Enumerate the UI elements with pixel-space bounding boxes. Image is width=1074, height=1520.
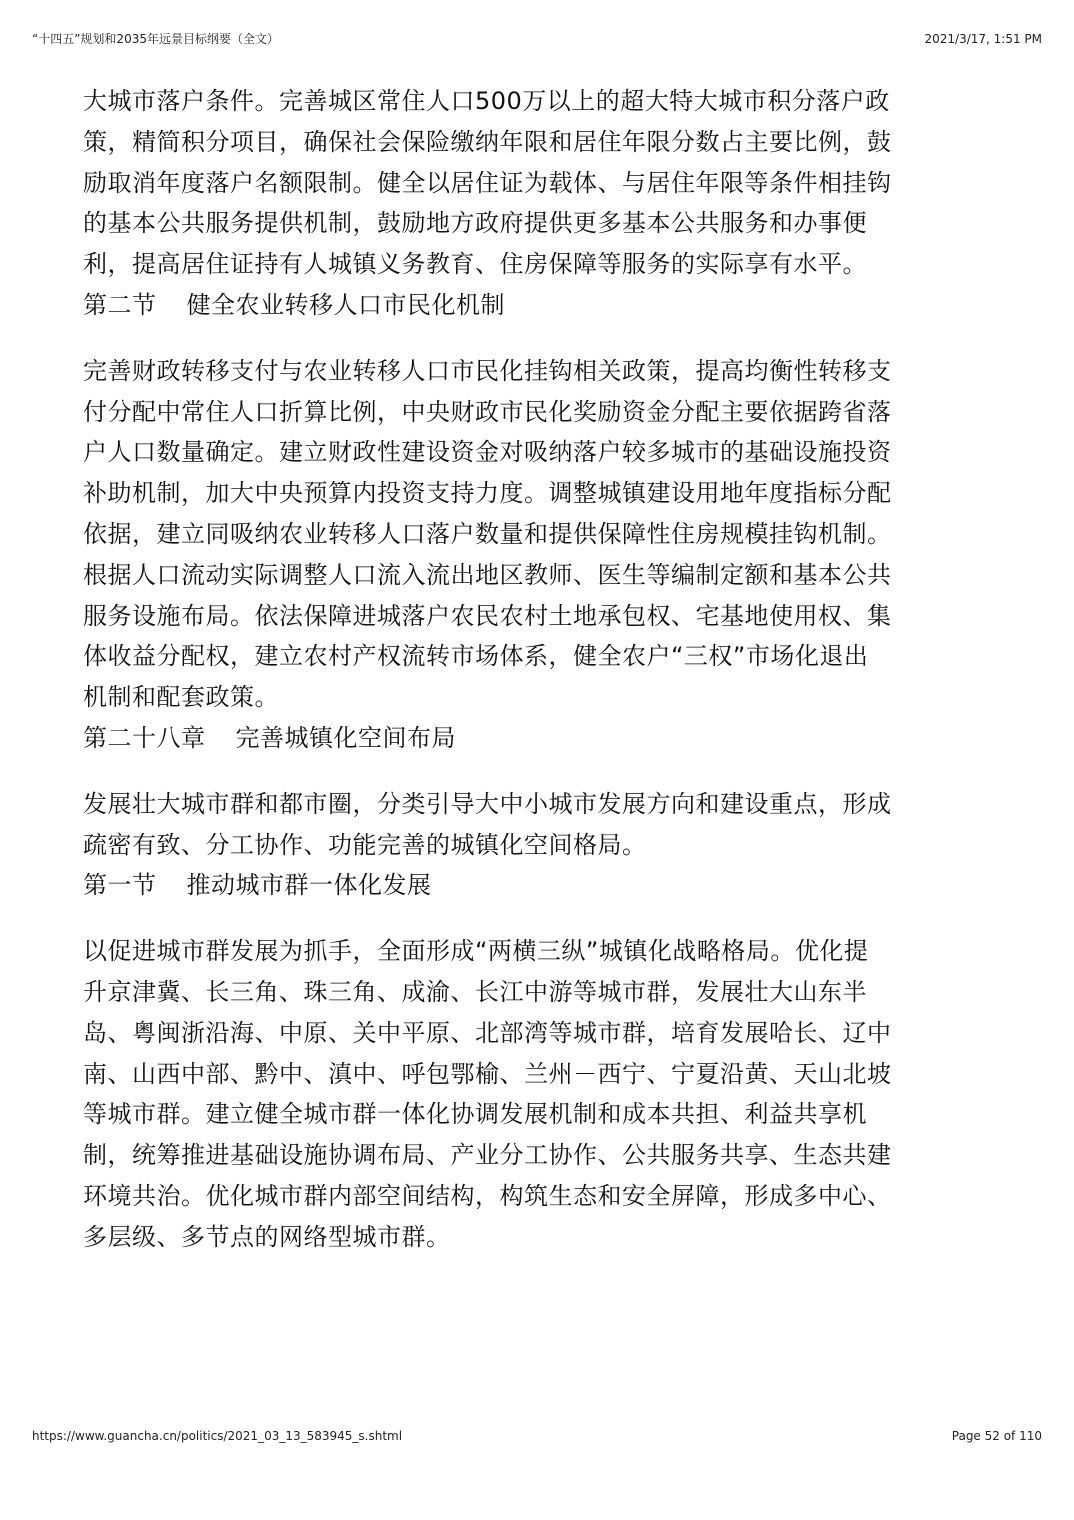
text-line: 疏密有致、分工协作、功能完善的城镇化空间格局。 (83, 830, 647, 859)
text-line: 依据，建立同吸纳农业转移人口落户数量和提供保障性住房规模挂钩机制。 (83, 519, 892, 548)
chapter-heading-28 (83, 718, 989, 759)
text-line: 的基本公共服务提供机制，鼓励地方政府提供更多基本公共服务和办事便 (83, 209, 867, 238)
print-header-title: “十四五”规划和2035年远景目标纲要（全文） (32, 32, 279, 46)
text-line: 体收益分配权，建立农村产权流转市场体系，健全农户“三权”市场化退出 (83, 642, 869, 671)
section-heading-1 (83, 865, 989, 906)
text-line: 机制和配套政策。 (83, 683, 279, 712)
paragraph-urban-settlement (83, 81, 989, 285)
section-number: 第二节 (83, 290, 157, 319)
text-line: 岛、粤闽浙沿海、中原、关中平原、北部湾等城市群，培育发展哈长、辽中 (83, 1018, 892, 1047)
text-line: 励取消年度落户名额限制。健全以居住证为载体、与居住年限等条件相挂钩 (83, 168, 892, 197)
text-line: 制，统筹推进基础设施协调布局、产业分工协作、公共服务共享、生态共建 (83, 1141, 892, 1170)
text-line: 户人口数量确定。建立财政性建设资金对吸纳落户较多城市的基础设施投资 (83, 438, 892, 467)
text-line: 根据人口流动实际调整人口流入流出地区教师、医生等编制定额和基本公共 (83, 560, 892, 589)
section-heading-2 (83, 285, 989, 326)
chapter-title: 完善城镇化空间布局 (235, 723, 456, 752)
paragraph-citizenization-mechanism (83, 351, 989, 718)
article-body (83, 81, 989, 1258)
print-footer-url: https://www.guancha.cn/politics/2021_03_13_583945_s.shtml (32, 1429, 403, 1443)
text-line: 南、山西中部、黔中、滇中、呼包鄂榆、兰州－西宁、宁夏沿黄、天山北坡 (83, 1059, 892, 1088)
text-line: 环境共治。优化城市群内部空间结构，构筑生态和安全屏障，形成多中心、 (83, 1181, 892, 1210)
section-number: 第一节 (83, 871, 157, 900)
paragraph-chapter-intro (83, 784, 989, 866)
paragraph-city-clusters (83, 931, 989, 1257)
text-line: 服务设施布局。依法保障进城落户农民农村土地承包权、宅基地使用权、集 (83, 601, 892, 630)
text-line: 利，提高居住证持有人城镇义务教育、住房保障等服务的实际享有水平。 (83, 250, 867, 279)
text-line: 多层级、多节点的网络型城市群。 (83, 1222, 451, 1251)
text-line: 等城市群。建立健全城市群一体化协调发展机制和成本共担、利益共享机 (83, 1100, 867, 1129)
text-line: 补助机制，加大中央预算内投资支持力度。调整城镇建设用地年度指标分配 (83, 479, 892, 508)
text-line: 以促进城市群发展为抓手，全面形成“两横三纵”城镇化战略格局。优化提 (83, 937, 869, 966)
text-line: 发展壮大城市群和都市圈，分类引导大中小城市发展方向和建设重点，形成 (83, 789, 892, 818)
text-line: 付分配中常住人口折算比例，中央财政市民化奖励资金分配主要依据跨省落 (83, 397, 892, 426)
chapter-number: 第二十八章 (83, 723, 206, 752)
section-title: 推动城市群一体化发展 (186, 871, 432, 900)
text-line: 大城市落户条件。完善城区常住人口500万以上的超大特大城市积分落户政 (83, 87, 890, 115)
text-line: 完善财政转移支付与农业转移人口市民化挂钩相关政策，提高均衡性转移支 (83, 356, 892, 385)
text-line: 策，精简积分项目，确保社会保险缴纳年限和居住年限分数占主要比例，鼓 (83, 127, 892, 156)
print-header-datetime: 2021/3/17, 1:51 PM (924, 32, 1042, 46)
text-line: 升京津冀、长三角、珠三角、成渝、长江中游等城市群，发展壮大山东半 (83, 977, 867, 1006)
section-title: 健全农业转移人口市民化机制 (186, 290, 505, 319)
print-footer-page-number: Page 52 of 110 (951, 1429, 1042, 1443)
